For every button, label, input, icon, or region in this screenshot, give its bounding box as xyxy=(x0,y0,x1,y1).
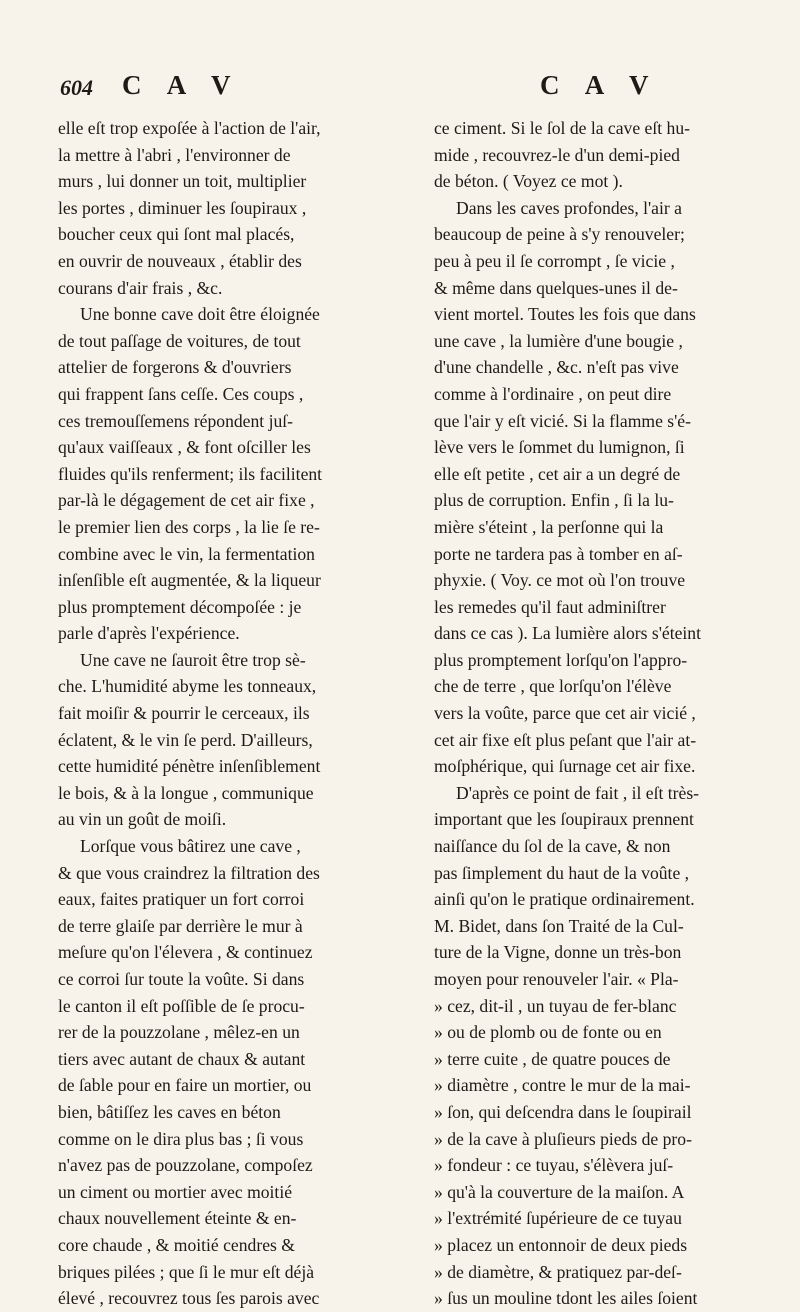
text-line: naiſſance du ſol de la cave, & non xyxy=(434,836,671,857)
text-line: murs , lui donner un toit, multiplier xyxy=(58,171,307,192)
text-line: » placez un entonnoir de deux pieds xyxy=(434,1234,688,1255)
text-line: cette humidité pénètre inſenſiblement xyxy=(58,756,321,777)
text-line: plus de corruption. Enfin , ſi la lu- xyxy=(434,490,674,511)
text-line: de terre glaiſe par derrière le mur à xyxy=(58,915,303,936)
text-line: » l'extrémité ſupérieure de ce tuyau xyxy=(434,1208,682,1229)
text-line: porte ne tardera pas à tomber en aſ- xyxy=(434,543,683,564)
text-line: che de terre , que lorſqu'on l'élève xyxy=(434,676,672,697)
text-line: lève vers le ſommet du lumignon, ſi xyxy=(434,437,685,458)
text-line: ce corroi ſur toute la voûte. Si dans xyxy=(58,969,305,989)
text-line: ainſi qu'on le pratique ordinairement. xyxy=(434,889,695,910)
text-line: le canton il eſt poſſible de ſe procu- xyxy=(58,995,305,1016)
text-line: vient mortel. Toutes les fois que dans xyxy=(434,304,696,325)
text-line: ces tremouſſemens répondent juſ- xyxy=(58,410,293,431)
right-column xyxy=(434,115,780,1312)
left-column xyxy=(58,115,404,1312)
text-line: » ſus un mouline tdont les ailes ſoient xyxy=(434,1288,698,1309)
text-line: mide , recouvrez-le d'un demi-pied xyxy=(434,144,680,165)
text-line: plus promptement lorſqu'on l'appro- xyxy=(434,649,688,670)
text-line: elle eſt trop expoſée à l'action de l'air, xyxy=(58,118,321,138)
text-line: elle eſt petite , cet air a un degré de xyxy=(434,463,681,484)
text-line: » cez, dit-il , un tuyau de fer-blanc xyxy=(434,995,677,1016)
text-line: Lorſque vous bâtirez une cave , xyxy=(80,836,301,857)
text-line: les remedes qu'il faut adminiſtrer xyxy=(434,596,666,617)
text-line: M. Bidet, dans ſon Traité de la Cul- xyxy=(434,915,684,936)
text-line: de béton. ( Voyez ce mot ). xyxy=(434,171,623,192)
text-line: élevé , recouvrez tous ſes parois avec xyxy=(58,1288,320,1309)
text-line: mière s'éteint , la perſonne qui la xyxy=(434,516,664,537)
text-line: » qu'à la couverture de la maiſon. A xyxy=(434,1181,685,1202)
text-line: pas ſimplement du haut de la voûte , xyxy=(434,862,690,883)
text-line: » de diamètre, & pratiquez par-deſ- xyxy=(434,1261,682,1282)
text-line: moyen pour renouveler l'air. « Pla- xyxy=(434,969,679,989)
text-line: briques pilées ; que ſi le mur eſt déjà xyxy=(58,1261,315,1282)
text-line: » ou de plomb ou de fonte ou en xyxy=(434,1022,662,1043)
text-line: la mettre à l'abri , l'environner de xyxy=(58,144,291,165)
text-line: qui frappent ſans ceſſe. Ces coups , xyxy=(58,383,304,404)
text-line: le premier lien des corps , la lie ſe re- xyxy=(58,516,320,537)
text-line: peu à peu il ſe corrompt , ſe vicie , xyxy=(434,250,675,271)
text-line: de ſable pour en faire un mortier, ou xyxy=(58,1075,312,1096)
text-line: ture de la Vigne, donne un très-bon xyxy=(434,942,682,963)
page-number: 604 xyxy=(60,75,93,100)
text-line: le bois, & à la longue , communique xyxy=(58,782,314,803)
text-line: » diamètre , contre le mur de la mai- xyxy=(434,1075,691,1096)
text-line: beaucoup de peine à s'y renouveler; xyxy=(434,224,685,245)
text-line: Une cave ne ſauroit être trop sè- xyxy=(80,649,306,670)
text-line: plus promptement décompoſée : je xyxy=(58,596,302,617)
text-line: comme on le dira plus bas ; ſi vous xyxy=(58,1128,304,1149)
text-line: d'une chandelle , &c. n'eſt pas vive xyxy=(434,357,679,378)
text-line: che. L'humidité abyme les tonneaux, xyxy=(58,676,317,697)
text-line: eaux, faites pratiquer un fort corroi xyxy=(58,889,305,910)
text-line: bien, bâtiſſez les caves en béton xyxy=(58,1101,281,1122)
text-line: un ciment ou mortier avec moitié xyxy=(58,1181,293,1202)
text-line: une cave , la lumière d'une bougie , xyxy=(434,330,683,351)
text-line: meſure qu'on l'élevera , & continuez xyxy=(58,942,313,963)
text-line: D'après ce point de fait , il eſt très- xyxy=(456,782,700,803)
left-running-head: C A V xyxy=(122,70,241,100)
text-line: cet air fixe eſt plus peſant que l'air at- xyxy=(434,729,697,750)
text-line: tiers avec autant de chaux & autant xyxy=(58,1048,306,1069)
text-line: par-là le dégagement de cet air fixe , xyxy=(58,490,315,511)
text-line: les portes , diminuer les ſoupiraux , xyxy=(58,197,307,218)
text-line: qu'aux vaiſſeaux , & font oſciller les xyxy=(58,437,311,458)
text-line: combine avec le vin, la fermentation xyxy=(58,543,315,564)
text-line: que l'air y eſt vicié. Si la flamme s'é- xyxy=(434,410,691,431)
text-line: n'avez pas de pouzzolane, compoſez xyxy=(58,1155,313,1176)
text-line: & même dans quelques-unes il de- xyxy=(434,277,678,298)
text-line: vers la voûte, parce que cet air vicié , xyxy=(434,703,696,724)
text-line: rer de la pouzzolane , mêlez-en un xyxy=(58,1022,300,1043)
text-line: fait moiſir & pourrir le cerceaux, ils xyxy=(58,703,310,724)
text-line: Dans les caves profondes, l'air a xyxy=(456,197,682,218)
text-line: en ouvrir de nouveaux , établir des xyxy=(58,250,302,271)
text-line: fluides qu'ils renferment; ils facilitent xyxy=(58,463,323,484)
text-line: » ſon, qui deſcendra dans le ſoupirail xyxy=(434,1101,692,1122)
text-line: ce ciment. Si le ſol de la cave eſt hu- xyxy=(434,118,690,138)
text-line: & que vous craindrez la filtration des xyxy=(58,862,320,883)
text-line: attelier de forgerons & d'ouvriers xyxy=(58,357,292,378)
text-line: courans d'air frais , &c. xyxy=(58,277,223,298)
text-line: au vin un goût de moiſi. xyxy=(58,809,227,830)
text-line: de tout paſſage de voitures, de tout xyxy=(58,330,301,351)
text-line: important que les ſoupiraux prennent xyxy=(434,809,694,830)
text-line: boucher ceux qui ſont mal placés, xyxy=(58,224,295,245)
text-line: phyxie. ( Voy. ce mot où l'on trouve xyxy=(434,570,686,591)
text-line: moſphérique, qui ſurnage cet air fixe. xyxy=(434,756,696,777)
text-line: inſenſible eſt augmentée, & la liqueur xyxy=(58,570,321,591)
text-line: parle d'après l'expérience. xyxy=(58,623,240,644)
text-line: » de la cave à pluſieurs pieds de pro- xyxy=(434,1128,692,1149)
text-line: comme à l'ordinaire , on peut dire xyxy=(434,383,672,404)
text-line: » fondeur : ce tuyau, s'élèvera juſ- xyxy=(434,1155,674,1176)
text-line: » terre cuite , de quatre pouces de xyxy=(434,1048,671,1069)
text-line: chaux nouvellement éteinte & en- xyxy=(58,1208,297,1229)
text-line: Une bonne cave doit être éloignée xyxy=(80,304,320,325)
right-running-head: C A V xyxy=(540,70,659,100)
text-line: éclatent, & le vin ſe perd. D'ailleurs, xyxy=(58,729,313,750)
text-line: core chaude , & moitié cendres & xyxy=(58,1234,295,1255)
text-line: dans ce cas ). La lumière alors s'éteint xyxy=(434,623,701,644)
